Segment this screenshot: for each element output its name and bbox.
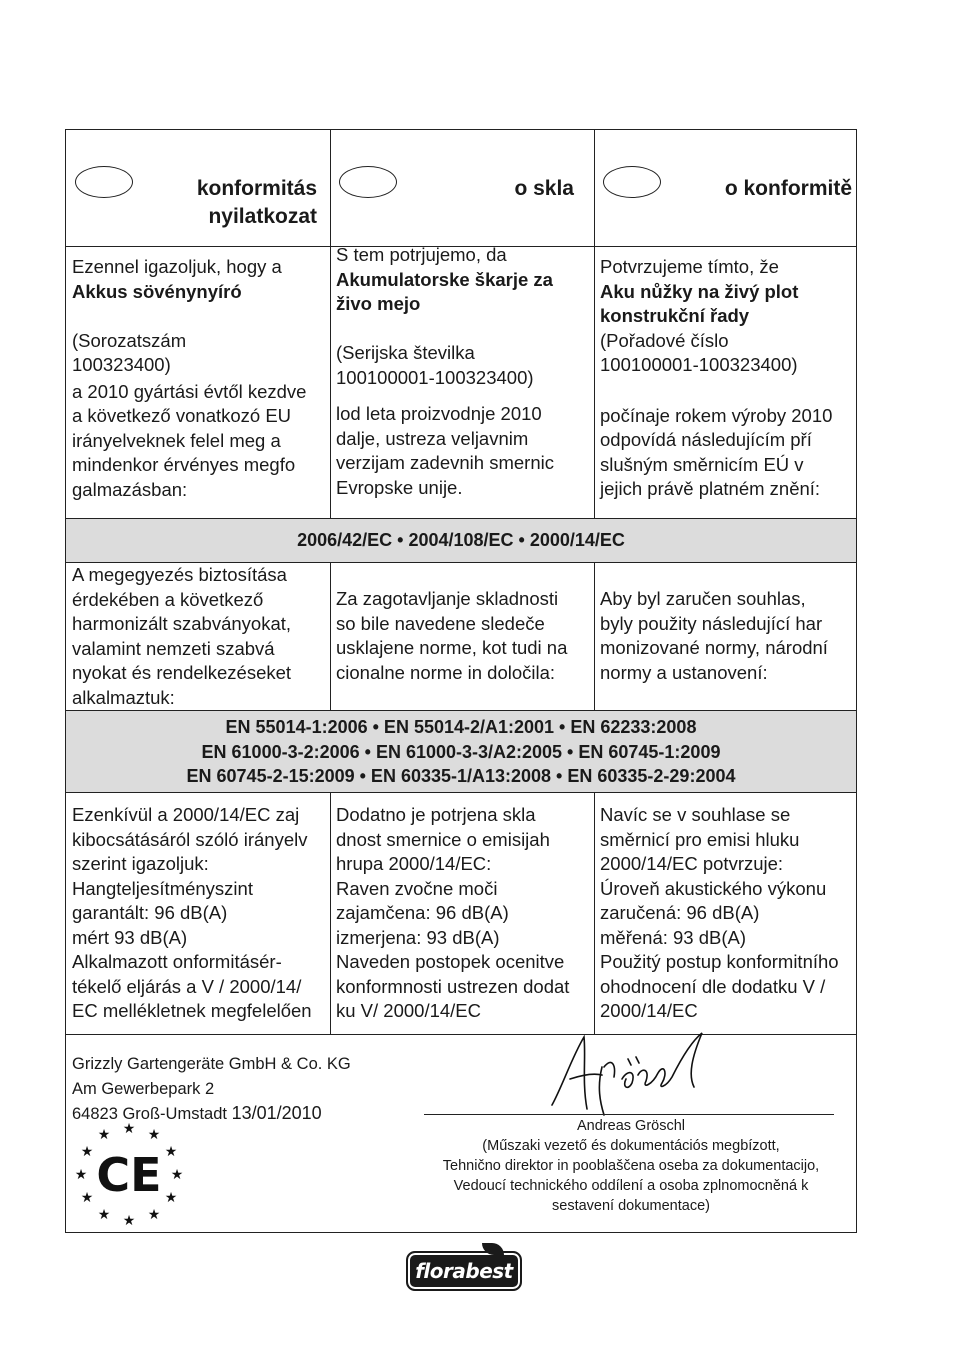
ce-letters: CE (96, 1148, 162, 1202)
header-title-hu: konformitás nyilatkozat (196, 177, 317, 228)
florabest-logo: florabest (406, 1251, 522, 1291)
svg-text:★: ★ (147, 1127, 161, 1143)
svg-text:★: ★ (122, 1121, 136, 1137)
svg-text:★: ★ (97, 1127, 111, 1143)
header-title-cs: o konformitě (724, 177, 852, 200)
svg-text:★: ★ (164, 1144, 178, 1160)
intro-sl: S tem potrjujemo, da Akumulatorske škarje za živo mejo (Serijska številka 100100001-100323400) lod leta proizvodnje 2010 dalje, ustreza veljavnim verzijam zadevnih smernic Evropske unije. (336, 244, 554, 498)
svg-text:★: ★ (170, 1167, 184, 1183)
column-divider (594, 130, 595, 518)
signature (542, 1027, 722, 1119)
language-oval (75, 166, 133, 198)
column-divider (594, 792, 595, 1034)
svg-text:★: ★ (80, 1144, 94, 1160)
intro-hu: Ezennel igazoljuk, hogy a Akkus sövénynyíró (Sorozatszám 100323400) a 2010 gyártási évtől kezdve a következő vonatkozó EU irányelveknek felel meg a mindenkor érvényes megfo galmazásban: (72, 256, 307, 500)
company-address: Grizzly Gartengeräte GmbH & Co. KG Am Gewerbepark 2 64823 Groß-Umstadt 13/01/2010 (72, 1055, 351, 1123)
ce-mark (72, 1113, 192, 1228)
svg-text:★: ★ (74, 1167, 88, 1183)
language-oval (339, 166, 397, 198)
row-divider (66, 792, 856, 793)
column-divider (330, 562, 331, 710)
harmonized-sl: Za zagotavljanje skladnosti so bile navedene sledeče usklajene norme, kot tudi na cionalne norme in določila: (336, 588, 568, 683)
column-divider (594, 562, 595, 710)
row-divider (66, 1034, 856, 1035)
noise-hu: Ezenkívül a 2000/14/EC zaj kibocsátásáról szóló irányelv szerint igazoljuk: Hangteljesítményszint garantált: 96 dB(A) mért 93 dB(A) Alkalmazott onformitásér- tékelő eljárás a V / 2000/14/ EC mellékletnek megfelelően (72, 804, 312, 1021)
directives: 2006/42/EC • 2004/108/EC • 2000/14/EC (297, 530, 625, 550)
signature-line (424, 1114, 834, 1115)
noise-sl: Dodatno je potrjena skla dnost smernice o emisijah hrupa 2000/14/EC: Raven zvočne moči zajamčena: 96 dB(A) izmerjena: 93 dB(A) Naveden postopek ocenitve konformnosti ustrezen dodat ku V/ 2000/14/EC (336, 804, 570, 1021)
harmonized-hu: A megegyezés biztosítása érdekében a következő harmonizált szabványokat, valamint nemzeti szabvá nyokat és rendelkezéseket alkalmaztuk: (72, 564, 292, 708)
column-divider (330, 130, 331, 518)
standards: EN 55014-1:2006 • EN 55014-2/A1:2001 • EN 62233:2008 EN 61000-3-2:2006 • EN 61000-3-3/A2:2005 • EN 60745-1:2009 EN 60745-2-15:2009 • EN 60335-1/A13:2008 • EN 60335-2-29:2004 (186, 717, 736, 786)
svg-text:★: ★ (80, 1190, 94, 1206)
column-divider (330, 792, 331, 1034)
svg-text:★: ★ (122, 1213, 136, 1228)
noise-cs: Navíc se v souhlase se směrnicí pro emisi hluku 2000/14/EC potvrzuje: Úroveň akustického výkonu zaručená: 96 dB(A) měřená: 93 dB(A) Použitý postup konformitního ohodnocení dle dodatku V / 2000/14/EC (600, 804, 839, 1021)
signatory-block: Andreas Gröschl (Műszaki vezető és dokumentációs megbízott, Tehnično direktor in pooblaščena oseba za dokumentacijo, Vedoucí technického oddílení a osoba zplnomocněná k sestavení dokumentace) (442, 1118, 820, 1214)
declaration-table (65, 129, 857, 1233)
header-title-sl: o skla (514, 177, 574, 200)
harmonized-cs: Aby byl zaručen souhlas, byly použity následující har monizované normy, národní normy a ustanovení: (600, 588, 828, 683)
language-oval (603, 166, 661, 198)
svg-text:★: ★ (164, 1190, 178, 1206)
svg-text:★: ★ (147, 1207, 161, 1223)
intro-cs: Potvrzujeme tímto, že Aku nůžky na živý plot konstrukční řady (Pořadové číslo 100100001-100323400) počínaje rokem výroby 2010 odpovídá následujícím pří slušným směrnicím EÚ v jejich právě platném znění: (600, 256, 833, 499)
svg-text:★: ★ (97, 1207, 111, 1223)
